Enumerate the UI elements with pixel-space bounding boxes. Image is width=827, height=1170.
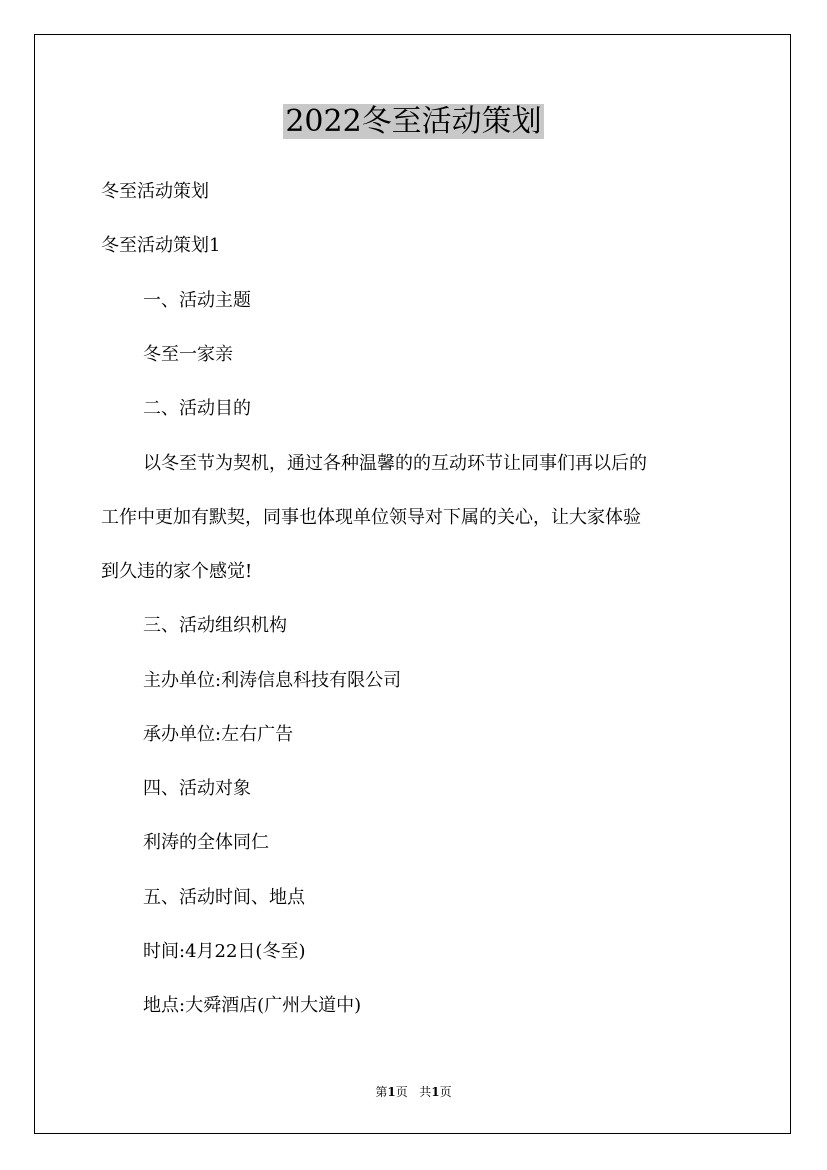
paragraph-line: 承办单位:左右广告 [143, 724, 294, 745]
section-heading-organization: 三、活动组织机构 [143, 615, 287, 636]
footer-page-suffix: 页 [395, 1085, 408, 1099]
document-title-block [0, 100, 827, 144]
footer-page-number: 1 [387, 1085, 396, 1099]
section-heading-theme: 一、活动主题 [143, 290, 251, 311]
footer-total-suffix: 页 [439, 1085, 452, 1099]
paragraph-line: 到久违的家个感觉! [101, 561, 253, 582]
paragraph-line: 冬至一家亲 [143, 344, 233, 365]
paragraph-line: 地点:大舜酒店(广州大道中) [143, 995, 362, 1016]
heading-line: 冬至活动策划 [101, 181, 209, 202]
footer-total-prefix: 共 [419, 1085, 432, 1099]
paragraph-line: 时间:4月22日(冬至) [143, 941, 306, 962]
paragraph-line: 工作中更加有默契，同事也体现单位领导对下属的关心，让大家体验 [101, 507, 641, 528]
section-heading-purpose: 二、活动目的 [143, 398, 251, 419]
section-heading-time-place: 五、活动时间、地点 [143, 887, 305, 908]
document-title: 2022冬至活动策划 [285, 104, 542, 139]
paragraph-line: 以冬至节为契机，通过各种温馨的的互动环节让同事们再以后的 [143, 453, 647, 474]
section-heading-audience: 四、活动对象 [143, 778, 251, 799]
subheading-line: 冬至活动策划1 [101, 235, 221, 256]
page-footer [0, 1083, 827, 1101]
footer-total-pages: 1 [431, 1085, 440, 1099]
paragraph-line: 利涛的全体同仁 [143, 832, 269, 853]
paragraph-line: 主办单位:利涛信息科技有限公司 [143, 670, 402, 691]
footer-page-prefix: 第 [375, 1085, 388, 1099]
